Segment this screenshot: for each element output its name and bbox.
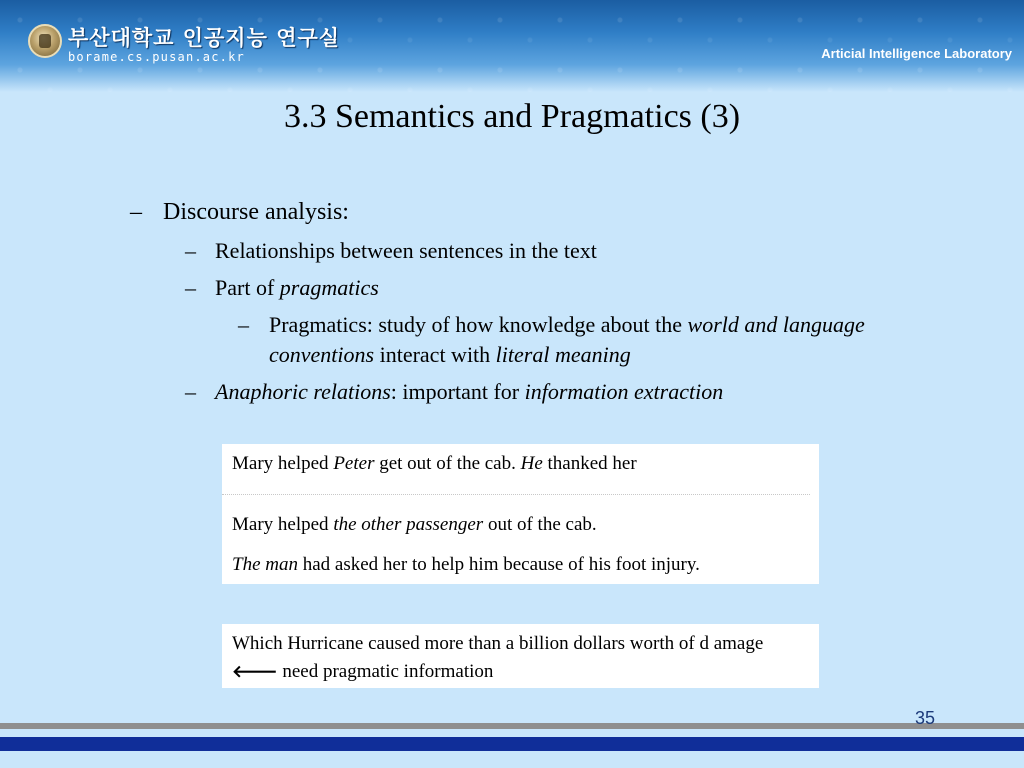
footer-gray-line bbox=[0, 723, 1024, 729]
example-sentence-3: The man had asked her to help him because of his foot injury. bbox=[232, 554, 700, 575]
university-seal-icon bbox=[28, 24, 62, 58]
dotted-divider bbox=[222, 494, 810, 495]
header-banner bbox=[0, 0, 1024, 92]
dash-icon: – bbox=[185, 238, 196, 263]
bullet-discourse-analysis: – Discourse analysis: bbox=[130, 199, 349, 225]
example-sentence-2: Mary helped the other passenger out of the cab. bbox=[232, 514, 597, 535]
dash-icon: – bbox=[185, 275, 196, 300]
dash-icon: – bbox=[130, 199, 142, 225]
example-question: Which Hurricane caused more than a billion dollars worth of d amage 🡐 need pragmatic information bbox=[232, 633, 764, 682]
example-box-anaphora bbox=[222, 444, 819, 584]
example-box-pragmatic bbox=[222, 624, 819, 688]
lab-url: borame.cs.pusan.ac.kr bbox=[68, 50, 245, 64]
bullet-part-of-pragmatics: – Part of pragmatics bbox=[185, 273, 379, 303]
dash-icon: – bbox=[185, 379, 196, 404]
lab-name-english: Articial Intelligence Laboratory bbox=[821, 46, 1012, 61]
footer-blue-bar bbox=[0, 737, 1024, 751]
bullet-relationships: – Relationships between sentences in the text bbox=[185, 236, 597, 266]
bullet-anaphoric-relations: – Anaphoric relations: important for information extraction bbox=[185, 377, 723, 407]
page-number: 35 bbox=[914, 708, 936, 728]
example-sentence-1: Mary helped Peter get out of the cab. He thanked her bbox=[232, 453, 637, 474]
left-arrow-icon: 🡐 bbox=[232, 662, 278, 682]
bullet-pragmatics-definition: – Pragmatics: study of how knowledge about the world and language bbox=[238, 310, 865, 340]
slide-title: 3.3 Semantics and Pragmatics (3) bbox=[283, 98, 741, 135]
bullet-pragmatics-definition-cont: conventions interact with literal meaning bbox=[269, 342, 631, 367]
dash-icon: – bbox=[238, 312, 249, 337]
lab-name-korean: 부산대학교 인공지능 연구실 bbox=[68, 26, 341, 50]
